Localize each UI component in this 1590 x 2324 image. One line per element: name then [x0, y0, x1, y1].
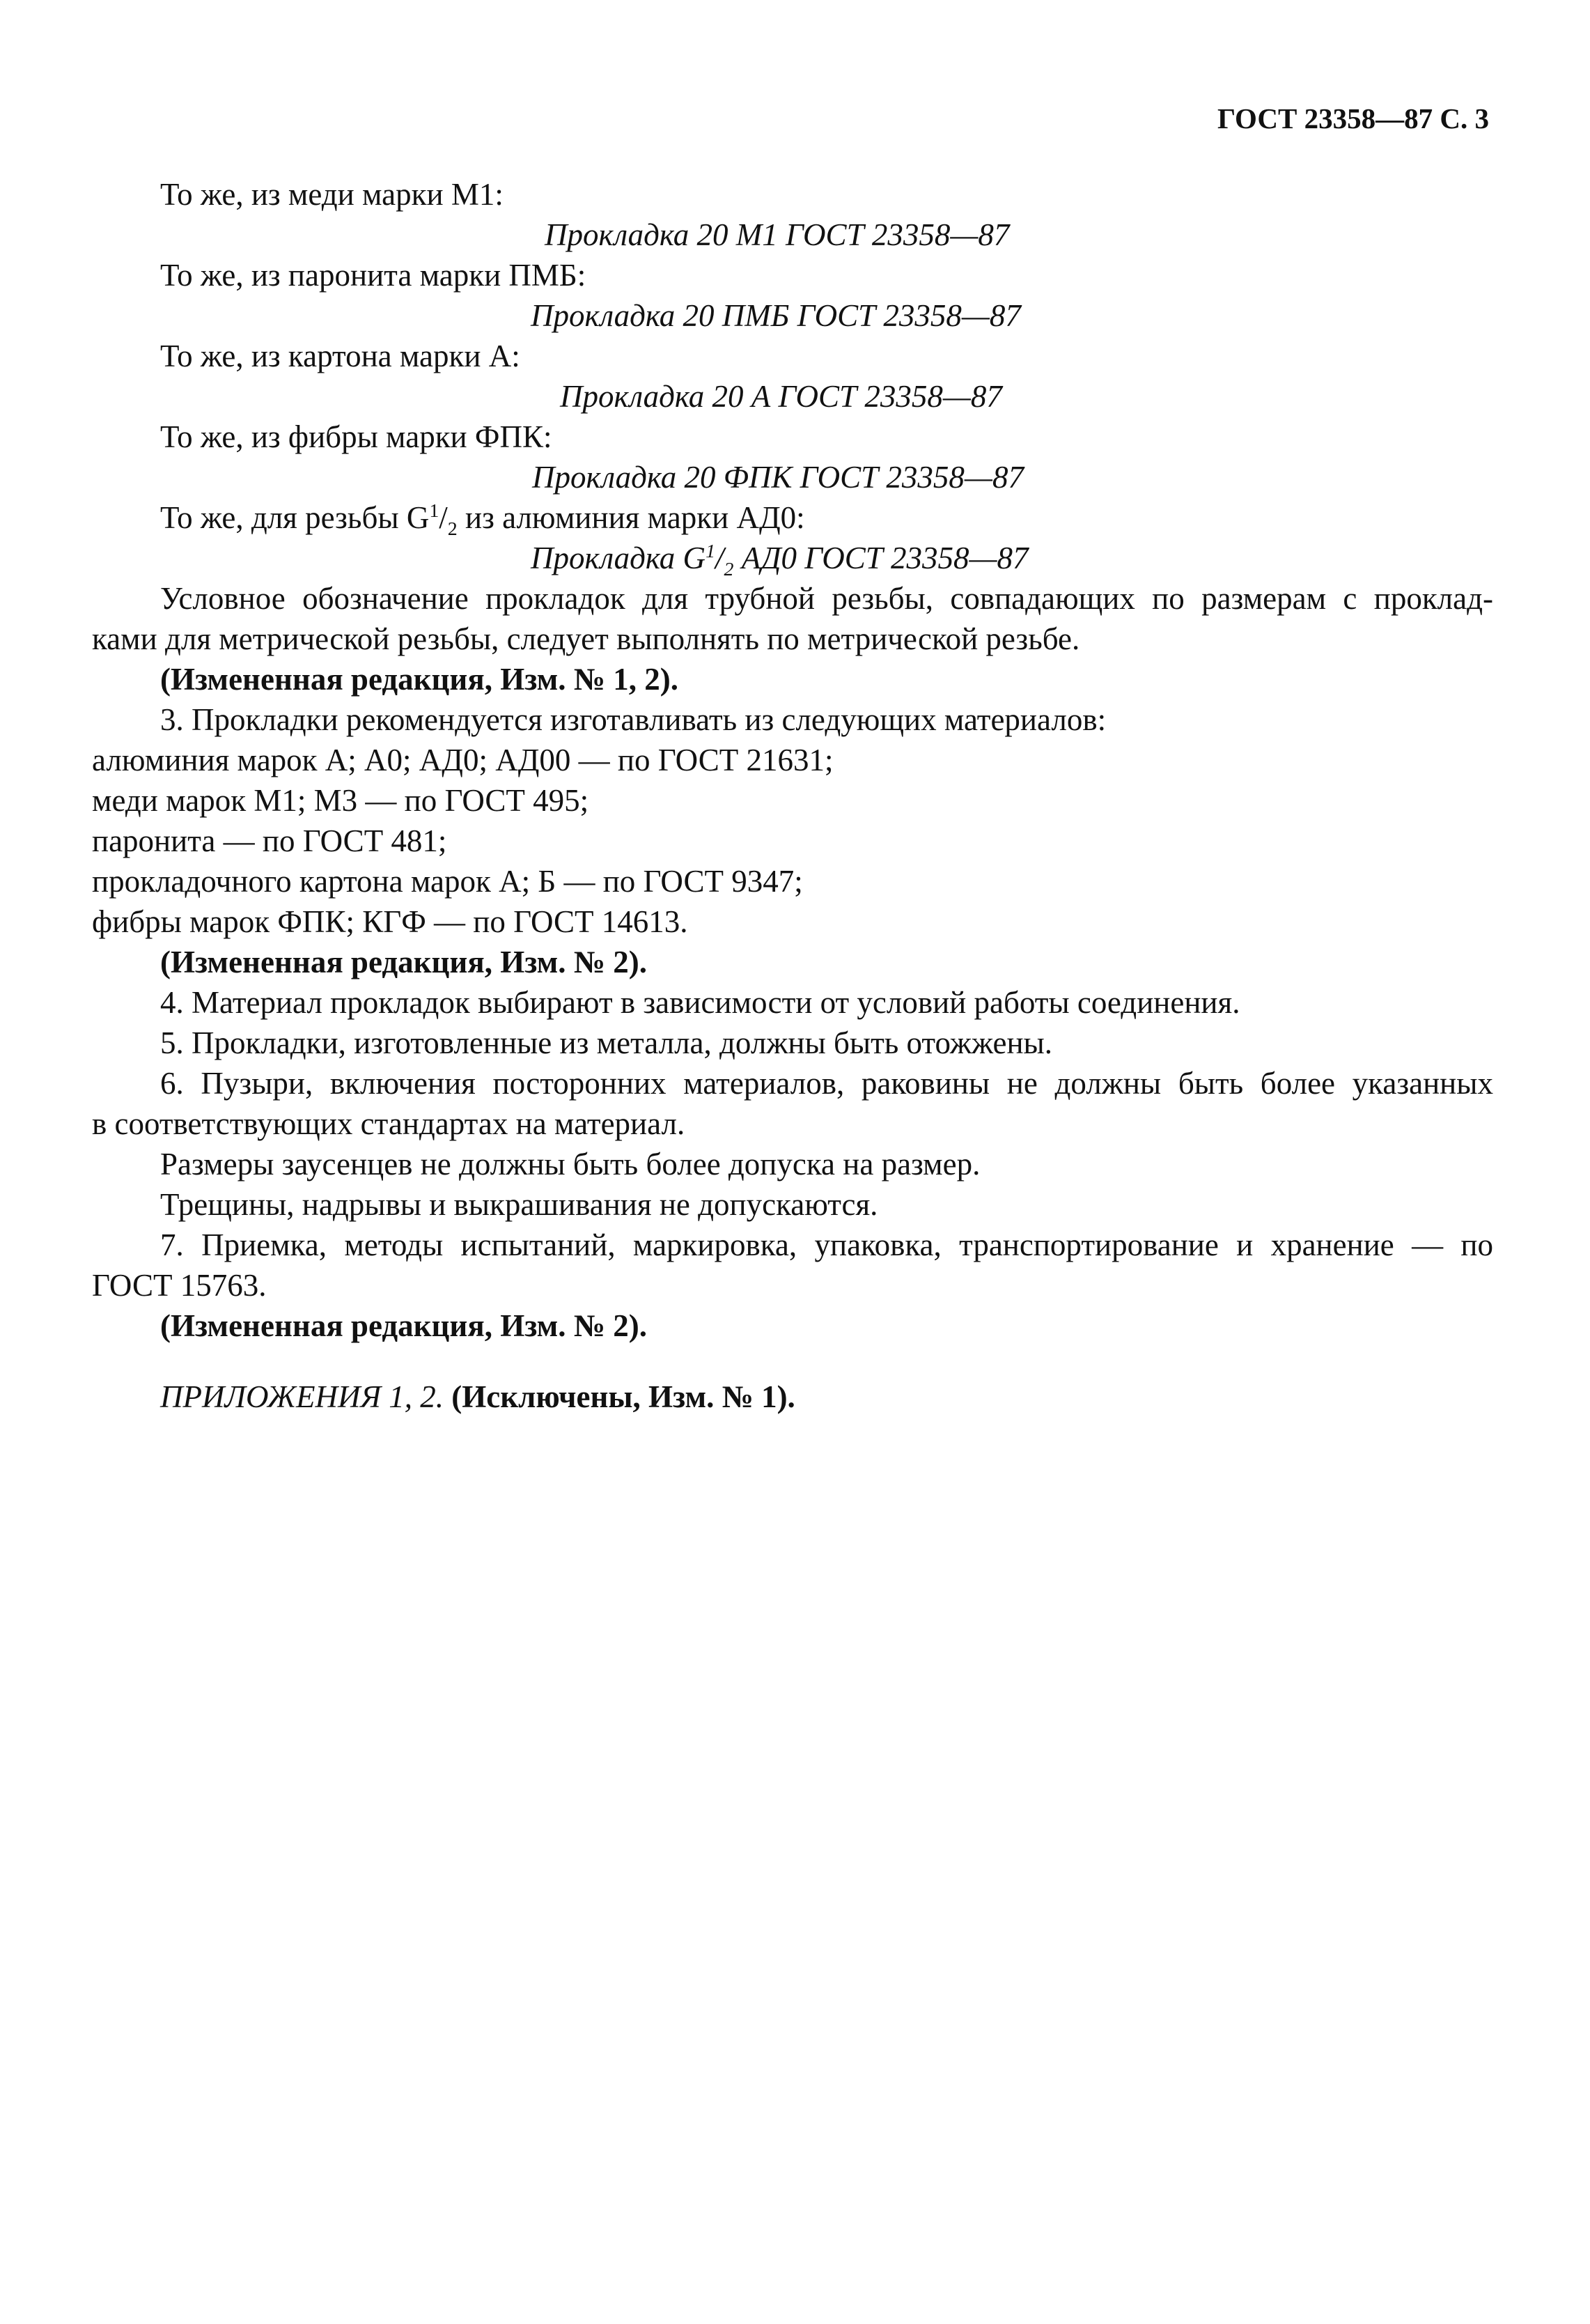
- example-intro: То же, из меди марки М1:: [160, 177, 504, 212]
- revision-note: (Измененная редакция, Изм. № 2).: [160, 1308, 648, 1343]
- document-body: [92, 174, 1493, 1417]
- material-item: меди марок М1; М3 — по ГОСТ 495;: [92, 783, 589, 818]
- item-5: 5. Прокладки, изготовленные из металла, должны быть отожжены.: [160, 1025, 1053, 1060]
- thread-example-intro: То же, для резьбы $G^1/_2$ из алюминия марки АД0:: [160, 500, 805, 540]
- item-7-cont: ГОСТ 15763.: [92, 1268, 267, 1303]
- material-item: паронита — по ГОСТ 481;: [92, 823, 447, 858]
- example-designation: Прокладка 20 ПМБ ГОСТ 23358—87: [531, 298, 1021, 333]
- note-paragraph-cont: ками для метрической резьбы, следует выполнять по метрической резьбе.: [92, 621, 1080, 656]
- material-item: прокладочного картона марок А; Б — по ГОСТ 9347;: [92, 864, 803, 899]
- example-designation: Прокладка 20 А ГОСТ 23358—87: [560, 379, 1002, 414]
- revision-note: (Измененная редакция, Изм. № 1, 2).: [160, 662, 679, 697]
- example-intro: То же, из картона марки А:: [160, 339, 520, 373]
- page-header: ГОСТ 23358—87 С. 3: [1217, 102, 1489, 134]
- item-6: 6. Пузыри, включения посторонних материалов, раковины не должны быть более указанных: [160, 1066, 1493, 1101]
- item-3-title: 3. Прокладки рекомендуется изготавливать из следующих материалов:: [160, 702, 1107, 737]
- revision-note: (Измененная редакция, Изм. № 2).: [160, 945, 648, 979]
- spacer: [92, 1346, 1493, 1377]
- material-item: фибры марок ФПК; КГФ — по ГОСТ 14613.: [92, 904, 688, 939]
- note-paragraph: Условное обозначение прокладок для трубной резьбы, совпадающих по размерам с проклад-: [160, 581, 1493, 616]
- example-designation: Прокладка 20 М1 ГОСТ 23358—87: [545, 217, 1010, 252]
- annex-status: (Исключены, Изм. № 1).: [451, 1379, 795, 1414]
- item-6-cont: в соответствующих стандартах на материал.: [92, 1106, 685, 1141]
- item-7: 7. Приемка, методы испытаний, маркировка, упаковка, транспортирование и хранение — по: [160, 1227, 1493, 1262]
- example-designation: Прокладка 20 ФПК ГОСТ 23358—87: [532, 460, 1024, 495]
- item-6-cracks: Трещины, надрывы и выкрашивания не допускаются.: [160, 1187, 878, 1222]
- example-intro: То же, из фибры марки ФПК:: [160, 419, 552, 454]
- thread-example-designation: Прокладка $G^1/_2$ АД0 ГОСТ 23358—87: [531, 541, 1029, 580]
- item-4: 4. Материал прокладок выбирают в зависимости от условий работы соединения.: [160, 985, 1240, 1020]
- item-6-burrs: Размеры заусенцев не должны быть более допуска на размер.: [160, 1147, 981, 1182]
- example-intro: То же, из паронита марки ПМБ:: [160, 258, 586, 293]
- annex-label: ПРИЛОЖЕНИЯ 1, 2.: [160, 1379, 444, 1414]
- material-item: алюминия марок А; А0; АД0; АД00 — по ГОСТ 21631;: [92, 743, 834, 777]
- annex-note: [92, 1377, 1493, 1417]
